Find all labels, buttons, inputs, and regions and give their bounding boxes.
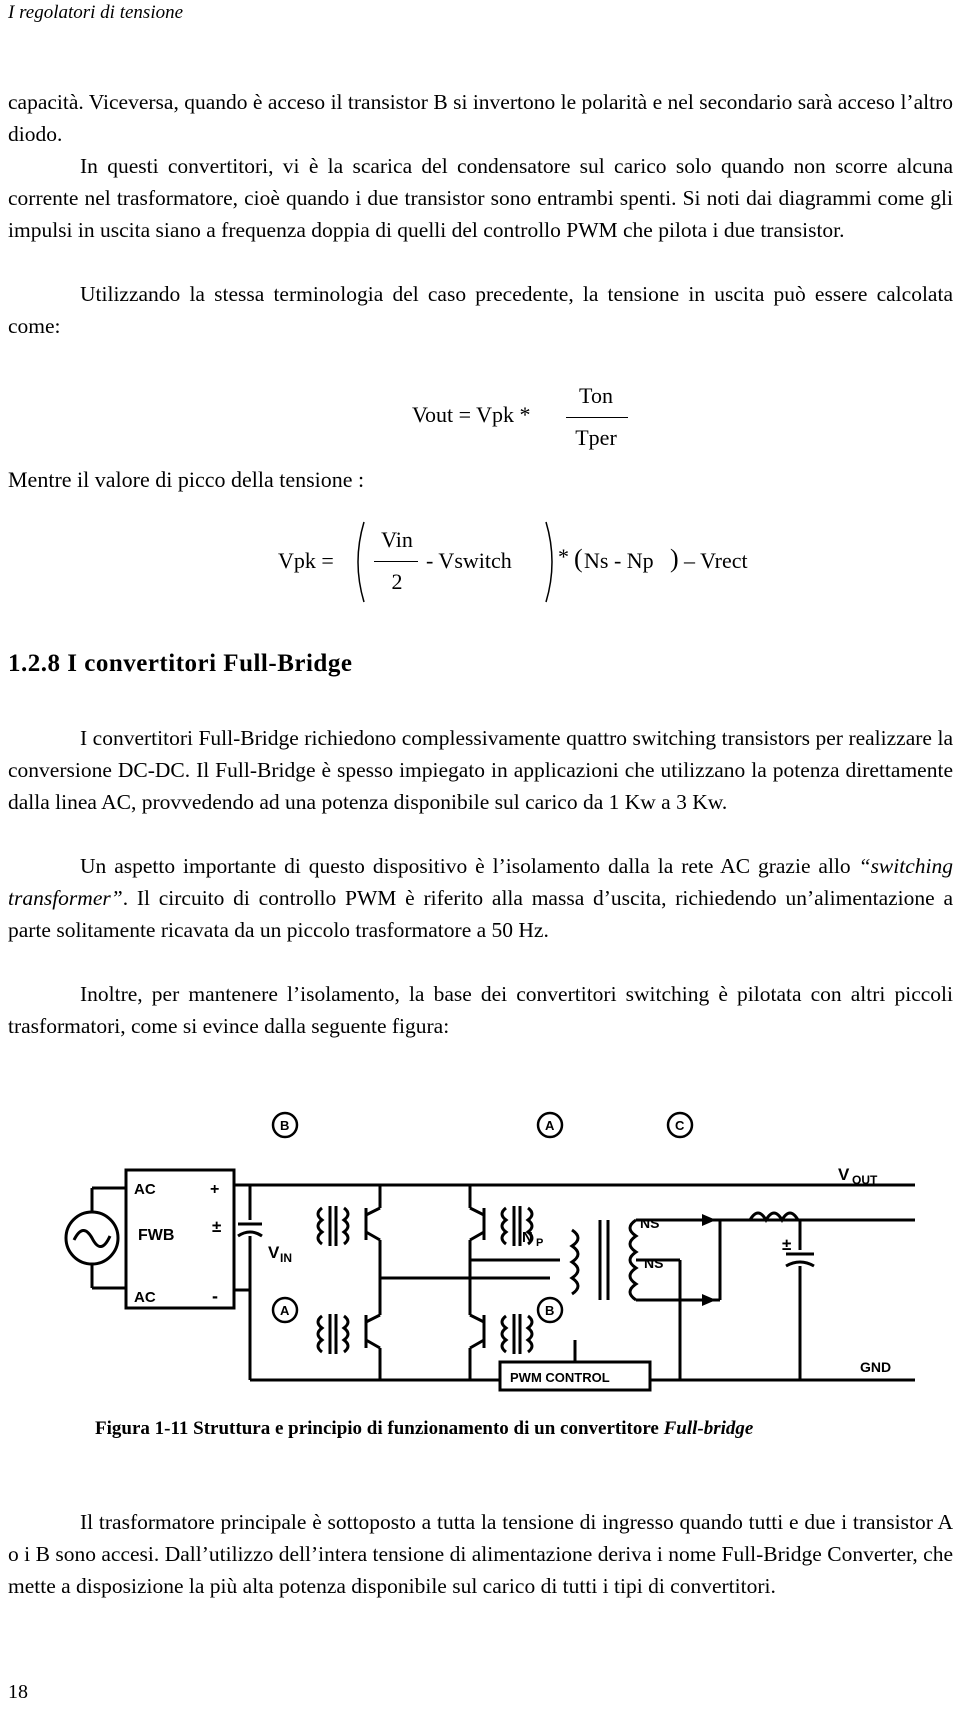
vout-label: V xyxy=(838,1165,850,1184)
fwb-plus-label: + xyxy=(210,1181,220,1198)
eq1-fraction-bar xyxy=(566,417,628,418)
figure-caption xyxy=(95,1418,753,1440)
caption-text: Figura 1-11 Struttura e principio di funzionamento di un convertitore xyxy=(95,1418,664,1439)
eq2-numerator: Vin xyxy=(381,527,413,552)
paragraph-text: Inoltre, per mantenere l’isolamento, la base dei convertitori switching è pilotata con altri piccoli trasformatori, come si evince dalla seguente figura: xyxy=(8,982,953,1038)
paragraph-terminologia xyxy=(8,278,953,342)
switching-transformer-term: “switching transformer” xyxy=(8,854,953,910)
paragraph-trasformatore xyxy=(8,1506,953,1602)
node-c: C xyxy=(675,1118,685,1133)
gate-a-bottom: A xyxy=(280,1303,290,1318)
paragraph-mentre: Mentre il valore di picco della tensione : xyxy=(8,467,365,492)
eq2-vrect: – Vrect xyxy=(684,548,748,573)
vin-cap-plus: ± xyxy=(212,1217,222,1236)
gnd-label: GND xyxy=(860,1359,892,1375)
eq2-star: * xyxy=(558,544,569,569)
paragraph-text: Il trasformatore principale è sottoposto a tutta la tensione di ingresso quando tutti e due i transistor A o i B sono accesi. Dall’utilizzo dell’intera tensione di alimentazione deriva i nome Full-Bridge Converter, che mette a disposizione la più alta potenza disponibile sul carico di tutti i tipi di convertitori. xyxy=(8,1510,953,1598)
np-label: N xyxy=(522,1229,533,1246)
caption-italic: Full-bridge xyxy=(663,1418,754,1439)
np-sub: P xyxy=(536,1237,544,1249)
paragraph-inoltre xyxy=(8,978,953,1042)
pwm-control-label: PWM CONTROL xyxy=(510,1370,610,1385)
page-number: 18 xyxy=(8,1681,28,1703)
sine-wave-icon xyxy=(74,1230,110,1246)
eq2-vswitch: - Vswitch xyxy=(426,548,512,573)
full-bridge-circuit xyxy=(60,1090,920,1400)
eq2-close-paren: ) xyxy=(670,544,679,573)
fwb-minus-label: - xyxy=(212,1286,218,1306)
eq2-open-paren: ( xyxy=(574,544,583,573)
running-header: I regolatori di tensione xyxy=(8,2,184,23)
vin-sub: IN xyxy=(280,1251,292,1265)
paragraph-convertitori xyxy=(8,150,953,246)
paragraph-text: In questi convertitori, vi è la scarica del condensatore sul carico solo quando non scorre alcuna corrente nel trasformatore, cioè quando i due transistor sono entrambi spenti. Si noti dai diagrammi come gli impulsi in uscita siano a frequenza doppia di quelli del controllo PWM che pilota i due transistor. xyxy=(8,154,953,242)
gate-b-top: B xyxy=(280,1118,290,1133)
paragraph-capacita: capacità. Viceversa, quando è acceso il transistor B si invertono le polarità e nel secondario sarà acceso l’altro diodo. xyxy=(8,90,953,146)
fwb-label: FWB xyxy=(138,1227,175,1244)
vout-sub: OUT xyxy=(852,1173,878,1187)
paragraph-text: Utilizzando la stessa terminologia del caso precedente, la tensione in uscita può essere calcolata come: xyxy=(8,282,953,338)
ns1-label: NS xyxy=(640,1215,660,1231)
gate-b-bottom: B xyxy=(545,1303,555,1318)
eq1-numerator: Ton xyxy=(579,383,613,408)
section-heading: 1.2.8 I convertitori Full-Bridge xyxy=(8,650,353,677)
eq2-lhs: Vpk = xyxy=(278,548,334,573)
ac-top-label: AC xyxy=(134,1181,156,1198)
eq2-ns-np: Ns - Np xyxy=(584,548,654,573)
ac-bottom-label: AC xyxy=(134,1289,156,1306)
paragraph-text: I convertitori Full-Bridge richiedono complessivamente quattro switching transistors per realizzare la conversione DC-DC. Il Full-Bridge è spesso impiegato in applicazioni che utilizzano la potenza direttamente dalla linea AC, provvedendo ad una potenza disponibile sul carico da 1 Kw a 3 Kw. xyxy=(8,726,953,814)
eq2-fraction-bar xyxy=(374,561,418,562)
paragraph-text-b: . Il circuito di controllo PWM è riferito alla massa d’uscita, richiedendo un’alimentazione a parte solitamente ricavata da un piccolo trasformatore a 50 Hz. xyxy=(8,886,953,942)
ns2-label: NS xyxy=(644,1255,664,1271)
paragraph-text-a: Un aspetto importante di questo dispositivo è l’isolamento dalla la rete AC grazie allo xyxy=(80,854,859,878)
eq1-denominator: Tper xyxy=(575,425,617,450)
output-cap-plus: ± xyxy=(782,1235,792,1254)
vin-label: V xyxy=(268,1243,280,1262)
eq1-lhs: Vout = Vpk * xyxy=(412,402,531,427)
eq2-denominator: 2 xyxy=(391,569,403,594)
gate-a-top: A xyxy=(545,1118,555,1133)
paragraph-fullbridge xyxy=(8,722,953,818)
paragraph-isolamento xyxy=(8,850,953,946)
